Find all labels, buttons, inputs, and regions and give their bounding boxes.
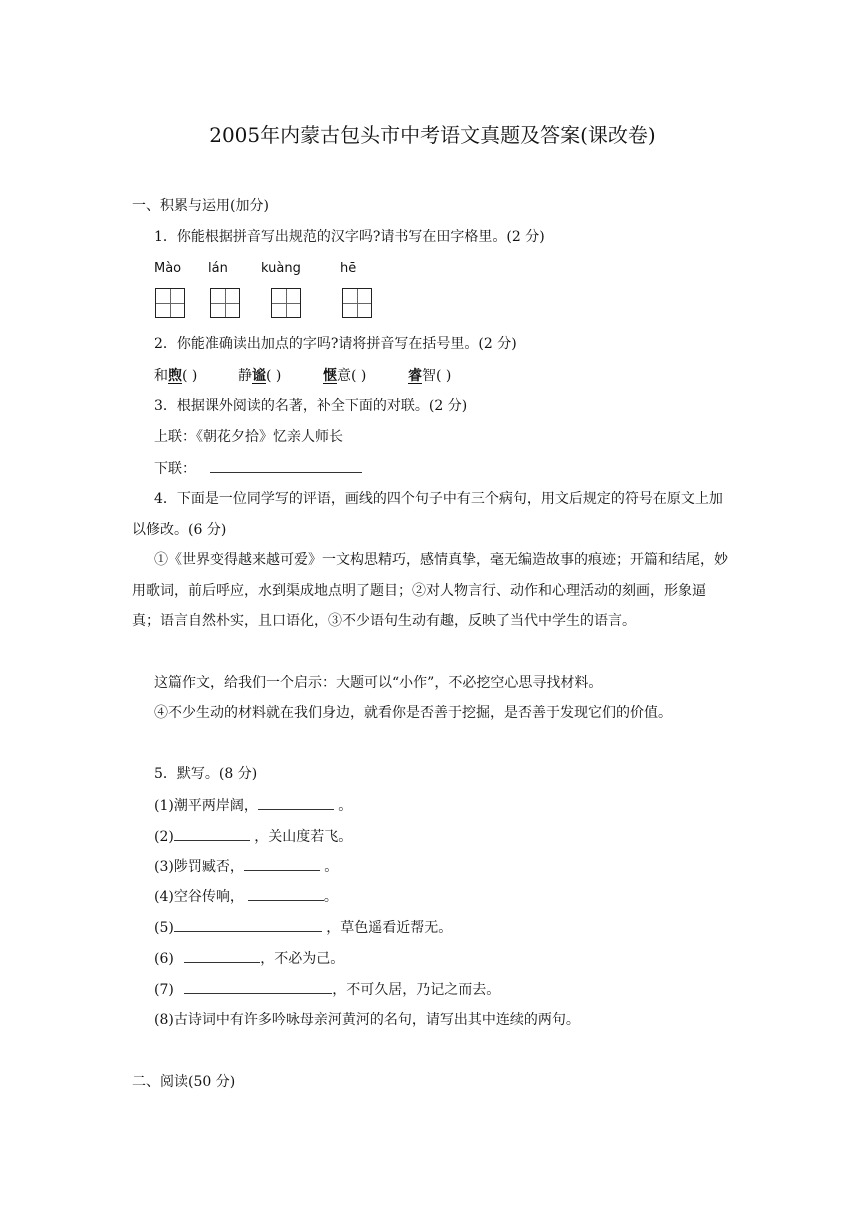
recite-text: (2) <box>154 829 174 845</box>
dotted-char: 惬 <box>323 368 337 384</box>
recite-line <box>154 979 500 1000</box>
dotted-char: 谧 <box>252 368 266 384</box>
recite-text: 。 <box>333 798 353 814</box>
tianzige-box[interactable] <box>210 288 240 318</box>
couplet-lower <box>154 458 362 479</box>
recite-text: (6) <box>154 951 179 967</box>
document-title: 2005年内蒙古包头市中考语文真题及答案(课改卷) <box>209 123 656 147</box>
section-heading: 一、积累与运用(加分) <box>132 198 269 214</box>
review-paragraph: ④不少生动的材料就在我们身边，就看你是否善于挖掘，是否善于发现它们的价值。 <box>154 705 672 721</box>
recite-line <box>154 826 352 847</box>
question-4-text: 4．下面是一位同学写的评语，画线的四个句子中有三个病句，用文后规定的符号在原文上加以修改。(6 分) <box>132 491 723 538</box>
recite-text: ，草色遥看近帮无。 <box>321 920 453 936</box>
pinyin-item <box>323 366 366 386</box>
couplet-upper: 上联：《朝花夕拾》忆亲人师长 <box>154 429 343 445</box>
answer-blank[interactable] <box>174 826 250 841</box>
recite-line <box>154 948 344 969</box>
recite-text: ，不必为己。 <box>260 951 345 967</box>
recite-text: ，关山度若飞。 <box>249 829 353 845</box>
item-char: 静 <box>238 368 252 384</box>
item-char: 和 <box>154 368 168 384</box>
recite-line: (8)古诗词中有许多吟咏母亲河黄河的名句，请写出其中连续的两句。 <box>154 1012 580 1028</box>
couplet-lower-label: 下联： <box>154 461 196 477</box>
pinyin-2: lán <box>208 261 228 276</box>
pinyin-1: Mào <box>154 261 182 276</box>
question-2-text: 2．你能准确读出加点的字吗?请将拼音写在括号里。(2 分) <box>154 336 517 352</box>
question-5-text: 5．默写。(8 分) <box>154 766 258 782</box>
recite-text: (3)陟罚臧否， <box>154 859 244 875</box>
pinyin-item <box>238 366 281 386</box>
recite-text: (4)空谷传响， <box>154 889 244 905</box>
answer-blank[interactable] <box>258 795 334 810</box>
answer-bracket: 智( ) <box>422 368 452 384</box>
answer-blank[interactable] <box>184 979 332 994</box>
recite-line <box>154 886 338 907</box>
tianzige-box[interactable] <box>271 288 301 318</box>
answer-blank[interactable] <box>244 856 320 871</box>
pinyin-4: hē <box>340 261 357 276</box>
recite-line <box>154 795 352 816</box>
answer-blank[interactable] <box>174 917 322 932</box>
section-heading: 二、阅读(50 分) <box>132 1074 236 1090</box>
recite-line <box>154 856 338 877</box>
recite-text: ，不可久居，乃记之而去。 <box>332 982 501 998</box>
review-paragraph: ①《世界变得越来越可爱》一文构思精巧，感情真挚，毫无编造故事的痕迹；开篇和结尾，妙用歌词，前后呼应，水到渠成地点明了题目；②对人物言行、动作和心理活动的刻画，形象逼真；语言自然朴实，且口语化，③不少语句生动有趣，反映了当代中学生的语言。 <box>132 552 728 629</box>
dotted-char: 煦 <box>168 368 182 384</box>
pinyin-item <box>408 366 451 386</box>
review-paragraph: 这篇作文，给我们一个启示：大题可以“小作”，不必挖空心思寻找材料。 <box>154 675 603 691</box>
answer-bracket: ( ) <box>182 368 198 384</box>
pinyin-item <box>154 366 197 386</box>
recite-line <box>154 917 452 938</box>
answer-blank[interactable] <box>210 458 362 473</box>
recite-text: (5) <box>154 920 174 936</box>
question-1-text: 1．你能根据拼音写出规范的汉字吗?请书写在田字格里。(2 分) <box>154 229 545 245</box>
answer-blank[interactable] <box>248 886 324 901</box>
pinyin-3: kuàng <box>261 261 301 276</box>
dotted-char: 睿 <box>408 368 422 384</box>
answer-blank[interactable] <box>184 948 260 963</box>
question-3-text: 3．根据课外阅读的名著，补全下面的对联。(2 分) <box>154 398 468 414</box>
tianzige-box[interactable] <box>342 288 372 318</box>
tianzige-box[interactable] <box>155 288 185 318</box>
recite-text: 。 <box>319 859 339 875</box>
recite-text: 。 <box>323 889 338 905</box>
recite-text: (7) <box>154 982 179 998</box>
answer-bracket: ( ) <box>266 368 282 384</box>
recite-text: (1)潮平两岸阔， <box>154 798 258 814</box>
answer-bracket: 意( ) <box>337 368 367 384</box>
